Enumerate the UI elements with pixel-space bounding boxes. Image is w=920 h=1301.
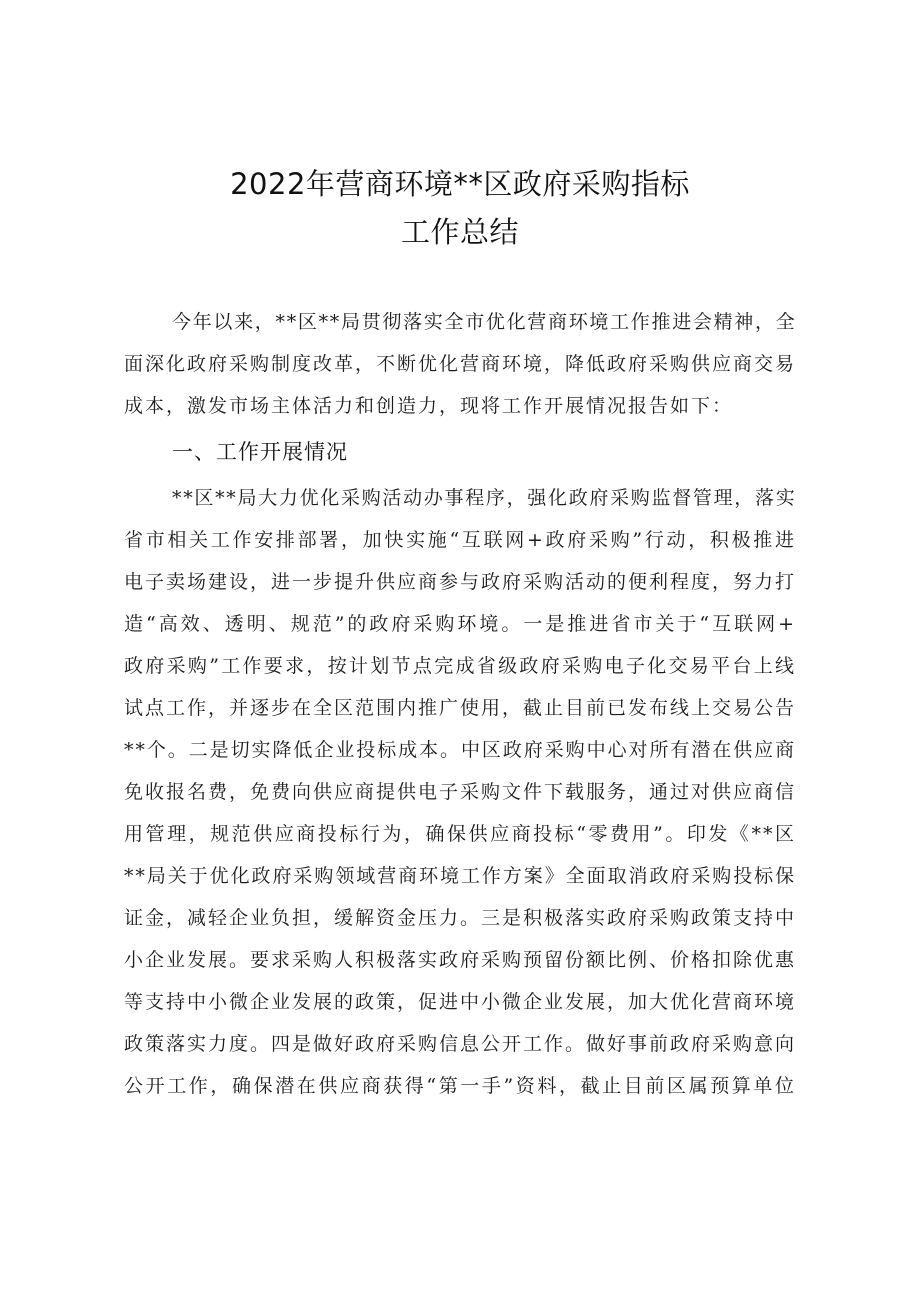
section-heading: 一、工作开展情况 bbox=[172, 440, 348, 464]
body-line: 小企业发展。要求采购人积极落实政府采购预留份额比例、价格扣除优惠 bbox=[124, 949, 797, 971]
body-line: 证金，减轻企业负担，缓解资金压力。三是积极落实政府采购政策支持中 bbox=[124, 907, 797, 929]
document-title-line-1: 2022年营商环境**区政府采购指标 bbox=[230, 167, 690, 201]
document-title-line-2: 工作总结 bbox=[400, 215, 519, 249]
body-line: 电子卖场建设，进一步提升供应商参与政府采购活动的便利程度，努力打 bbox=[124, 571, 797, 593]
intro-line: 今年以来，**区**局贯彻落实全市优化营商环境工作推进会精神，全 bbox=[172, 311, 797, 333]
body-line: 政策落实力度。四是做好政府采购信息公开工作。做好事前政府采购意向 bbox=[124, 1033, 797, 1055]
body-line: 政府采购”工作要求，按计划节点完成省级政府采购电子化交易平台上线 bbox=[124, 655, 796, 677]
body-line: **个。二是切实降低企业投标成本。中区政府采购中心对所有潜在供应商 bbox=[124, 739, 796, 761]
intro-line: 成本，激发市场主体活力和创造力，现将工作开展情况报告如下： bbox=[124, 395, 734, 417]
body-line: 试点工作，并逐步在全区范围内推广使用，截止目前已发布线上交易公告 bbox=[124, 697, 797, 719]
body-line: 公开工作，确保潜在供应商获得“第一手”资料，截止目前区属预算单位 bbox=[124, 1075, 796, 1097]
body-line: 等支持中小微企业发展的政策，促进中小微企业发展，加大优化营商环境 bbox=[124, 991, 797, 1013]
body-line: 用管理，规范供应商投标行为，确保供应商投标“零费用”。印发《**区 bbox=[124, 823, 796, 845]
body-line: **局关于优化政府采购领域营商环境工作方案》全面取消政府采购投标保 bbox=[124, 865, 796, 887]
body-line: 省市相关工作安排部署，加快实施“互联网+政府采购”行动，积极推进 bbox=[124, 529, 796, 551]
body-line: **区**局大力优化采购活动办事程序，强化政府采购监督管理，落实 bbox=[172, 487, 797, 509]
intro-line: 面深化政府采购制度改革，不断优化营商环境，降低政府采购供应商交易 bbox=[124, 353, 797, 375]
body-line: 造“高效、透明、规范”的政府采购环境。一是推进省市关于“互联网+ bbox=[124, 613, 796, 635]
body-line: 免收报名费，免费向供应商提供电子采购文件下载服务，通过对供应商信 bbox=[124, 781, 797, 803]
